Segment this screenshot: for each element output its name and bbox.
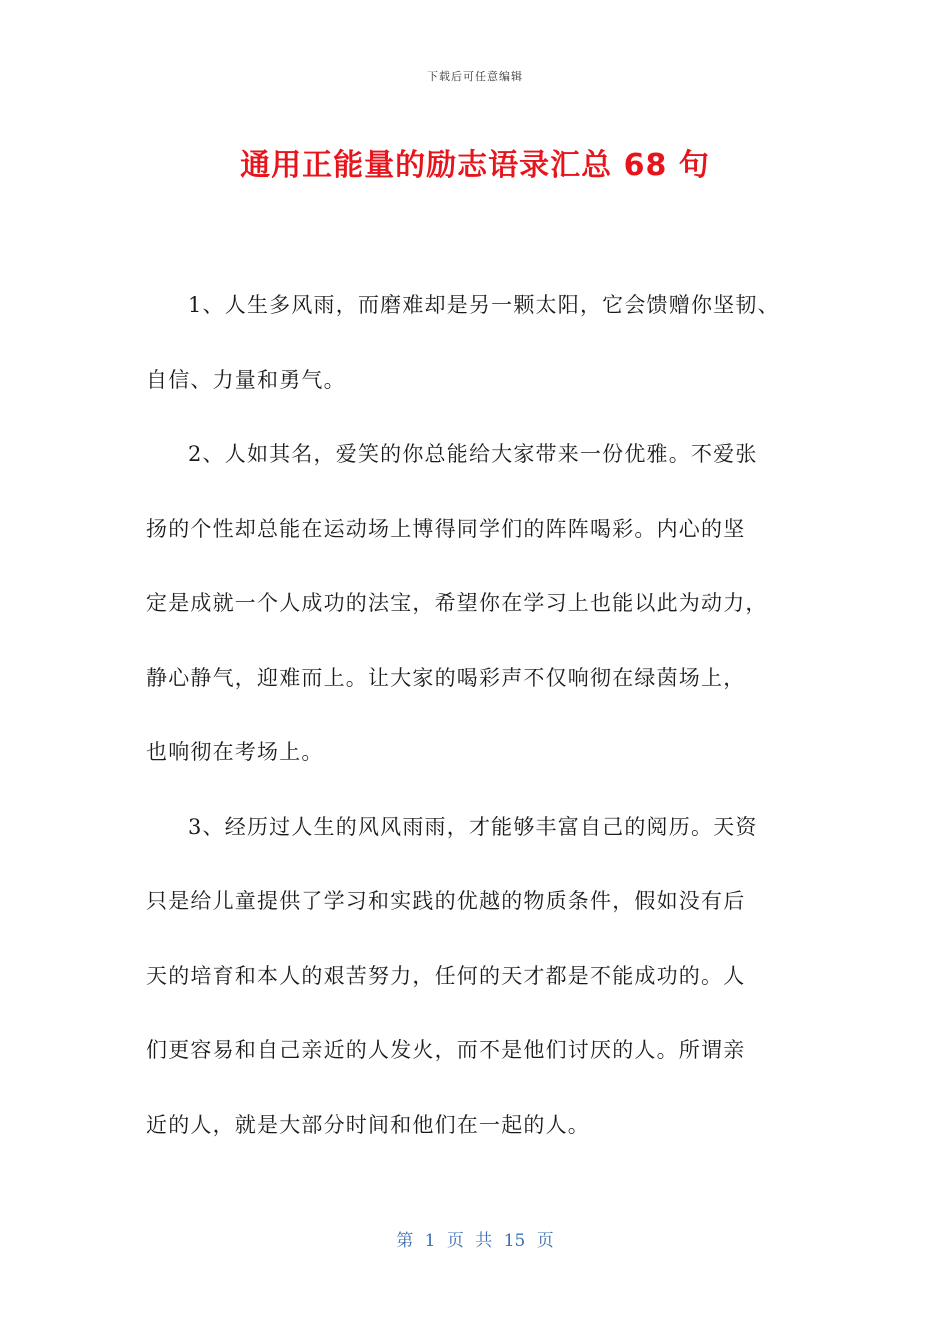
paragraph-line: 3、经历过人生的风风雨雨，才能够丰富自己的阅历。天资 xyxy=(188,814,758,839)
paragraph-1 xyxy=(146,268,818,417)
paragraph-line: 只是给儿童提供了学习和实践的优越的物质条件，假如没有后 xyxy=(146,889,746,913)
document-title: 通用正能量的励志语录汇总 68 句 xyxy=(240,148,710,183)
paragraph-line: 静心静气，迎难而上。让大家的喝彩声不仅响彻在绿茵场上， xyxy=(146,665,746,690)
document-body xyxy=(146,268,818,1162)
paragraph-line: 近的人，就是大部分时间和他们在一起的人。 xyxy=(146,1112,590,1137)
paragraph-line: 们更容易和自己亲近的人发火，而不是他们讨厌的人。所谓亲 xyxy=(146,1038,746,1062)
paragraph-line: 定是成就一个人成功的法宝，希望你在学习上也能以此为动力， xyxy=(146,591,768,615)
page-indicator: 第 1 页 共 15 页 xyxy=(396,1231,554,1251)
header-note: 下载后可任意编辑 xyxy=(427,70,523,83)
paragraph-line: 1、人生多风雨，而磨难却是另一颗太阳，它会馈赠你坚韧、 xyxy=(188,293,780,317)
paragraph-line: 自信、力量和勇气。 xyxy=(146,367,346,392)
paragraph-line: 也响彻在考场上。 xyxy=(146,740,324,764)
paragraph-line: 天的培育和本人的艰苦努力，任何的天才都是不能成功的。人 xyxy=(146,963,746,988)
paragraph-line: 扬的个性却总能在运动场上博得同学们的阵阵喝彩。内心的坚 xyxy=(146,516,746,541)
paragraph-2 xyxy=(146,417,818,790)
paragraph-3 xyxy=(146,790,818,1163)
paragraph-line: 2、人如其名，爱笑的你总能给大家带来一份优雅。不爱张 xyxy=(188,442,758,466)
